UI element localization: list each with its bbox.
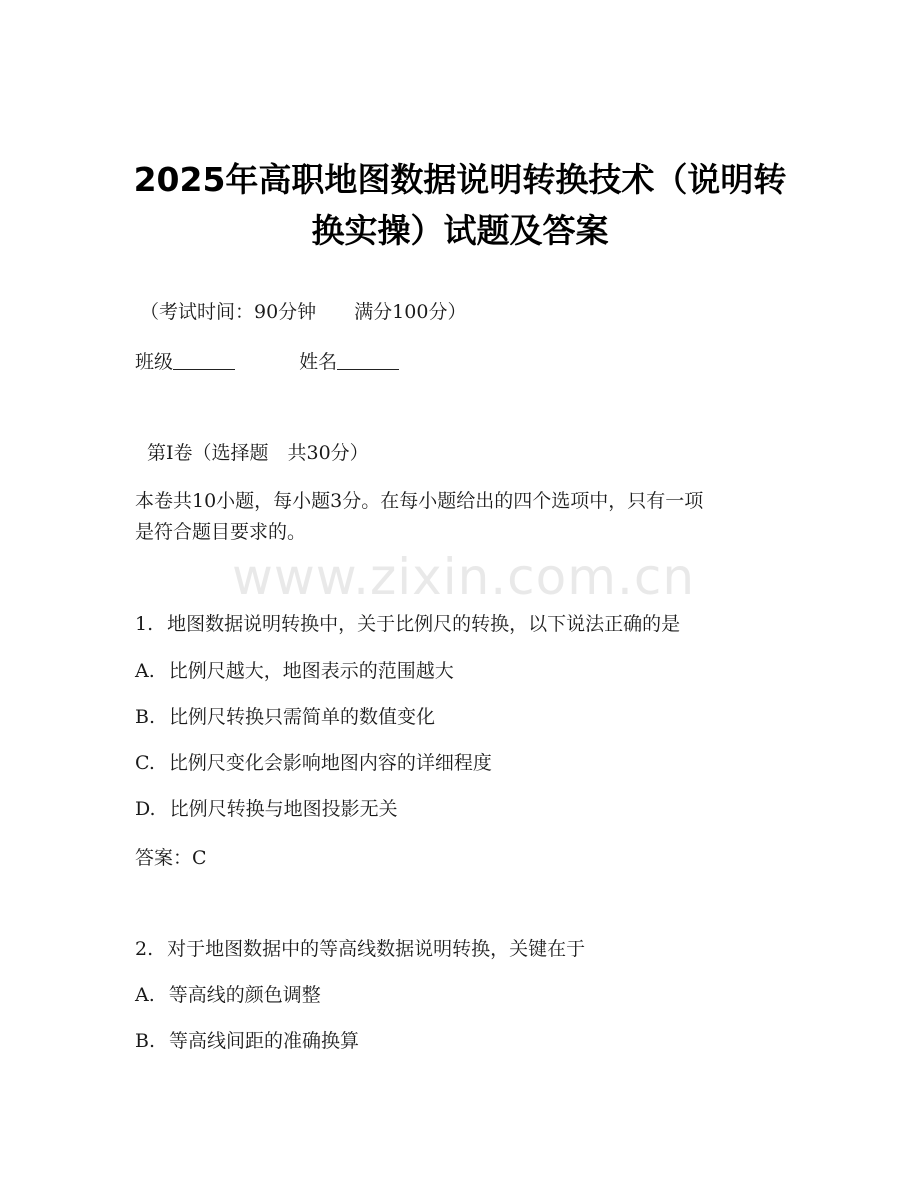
- option-label: A.: [135, 660, 155, 682]
- question-1-option-a: [135, 658, 454, 684]
- option-text: 比例尺转换与地图投影无关: [169, 798, 398, 820]
- class-name-row: [135, 349, 399, 375]
- question-1-option-b: [135, 704, 435, 730]
- question-text: 对于地图数据中的等高线数据说明转换，关键在于: [167, 938, 586, 960]
- question-number: 2.: [135, 938, 154, 960]
- name-label: 姓名: [299, 351, 338, 373]
- option-label: B.: [135, 706, 156, 728]
- question-2-option-b: [135, 1028, 359, 1054]
- question-2: [135, 936, 585, 962]
- option-label: A.: [135, 984, 155, 1006]
- question-1-answer: 答案：C: [135, 847, 207, 869]
- option-label: D.: [135, 798, 156, 820]
- exam-info: （考试时间：90分钟 满分100分）: [140, 301, 467, 323]
- class-blank-line: [173, 351, 235, 370]
- question-1: [135, 611, 680, 637]
- option-text: 等高线的颜色调整: [168, 984, 321, 1006]
- instructions-line-1: 本卷共10小题，每小题3分。在每小题给出的四个选项中，只有一项: [135, 490, 704, 512]
- option-label: B.: [135, 1030, 156, 1052]
- option-text: 等高线间距的准确换算: [169, 1030, 360, 1052]
- option-text: 比例尺越大，地图表示的范围越大: [168, 660, 454, 682]
- document-title-line-1: 2025年高职地图数据说明转换技术（说明转: [133, 160, 787, 199]
- section-title: 第Ⅰ卷（选择题 共30分）: [147, 442, 369, 464]
- class-label: 班级: [135, 351, 174, 373]
- question-2-option-a: [135, 982, 321, 1008]
- option-label: C.: [135, 752, 155, 774]
- question-number: 1.: [135, 613, 154, 635]
- instructions-line-2: 是符合题目要求的。: [135, 521, 307, 543]
- option-text: 比例尺变化会影响地图内容的详细程度: [168, 752, 492, 774]
- question-1-option-c: [135, 750, 492, 776]
- document-title-line-2: 换实操）试题及答案: [311, 211, 609, 250]
- watermark: www.zixin.com.cn: [232, 548, 696, 606]
- option-text: 比例尺转换只需简单的数值变化: [169, 706, 436, 728]
- question-1-option-d: [135, 796, 398, 822]
- name-blank-line: [337, 351, 399, 370]
- question-text: 地图数据说明转换中，关于比例尺的转换，以下说法正确的是: [167, 613, 681, 635]
